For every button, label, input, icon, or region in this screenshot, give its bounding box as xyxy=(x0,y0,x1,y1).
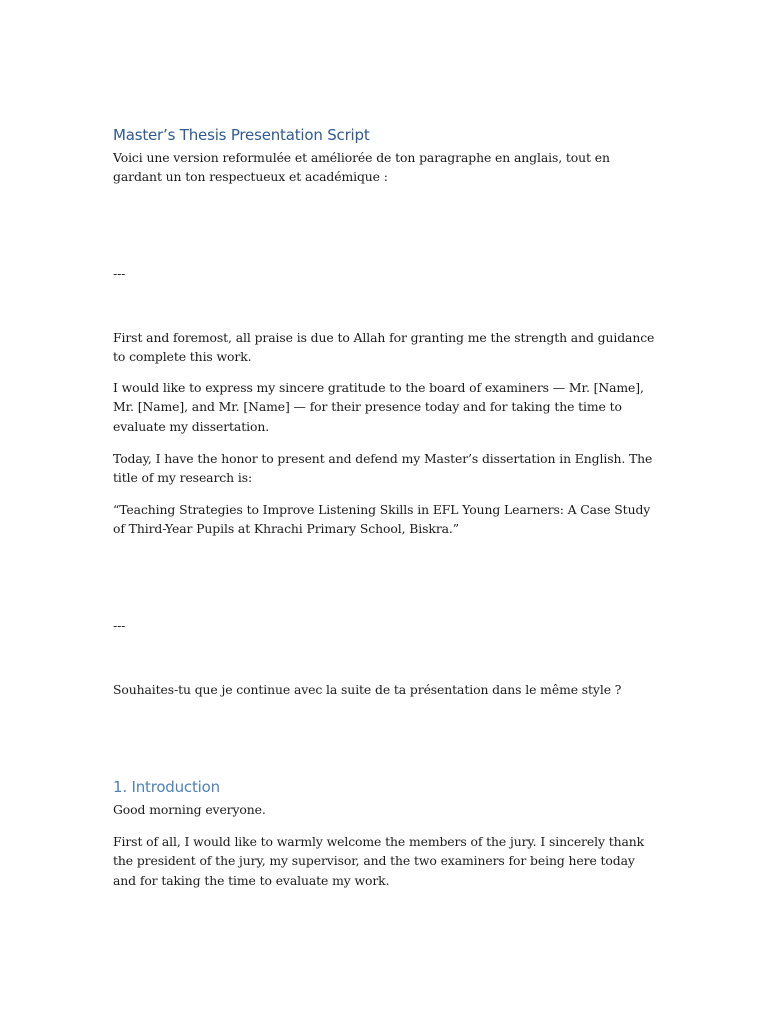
section-heading-introduction: 1. Introduction xyxy=(113,778,220,796)
closing-question: Souhaites-tu que je continue avec la suite de ta présentation dans le même style ? xyxy=(113,682,622,697)
research-title-quote: “Teaching Strategies to Improve Listening Skills in EFL Young Learners: A Case Study of Third-Year Pupils at Khrachi Primary School, Biskra.” xyxy=(113,502,651,537)
paragraph-gratitude: I would like to express my sincere gratitude to the board of examiners — Mr. [Name], Mr. [Name], and Mr. [Name] — for their presence today and for taking the time to evaluate my dissertation. xyxy=(113,380,644,434)
paragraph-praise: First and foremost, all praise is due to Allah for granting me the strength and guidance to complete this work. xyxy=(113,330,655,365)
separator: --- xyxy=(113,266,126,281)
separator: --- xyxy=(113,618,126,633)
paragraph-welcome: First of all, I would like to warmly welcome the members of the jury. I sincerely thank the president of the jury, my supervisor, and the two examiners for being here today and for taking the time to evaluate my work. xyxy=(113,834,645,888)
paragraph-greeting: Good morning everyone. xyxy=(113,802,266,817)
document-title: Master’s Thesis Presentation Script xyxy=(113,126,370,144)
paragraph-title-intro: Today, I have the honor to present and defend my Master’s dissertation in English. The title of my research is: xyxy=(113,451,653,486)
intro-note: Voici une version reformulée et améliorée de ton paragraphe en anglais, tout en gardant un ton respectueux et académique : xyxy=(113,150,610,185)
